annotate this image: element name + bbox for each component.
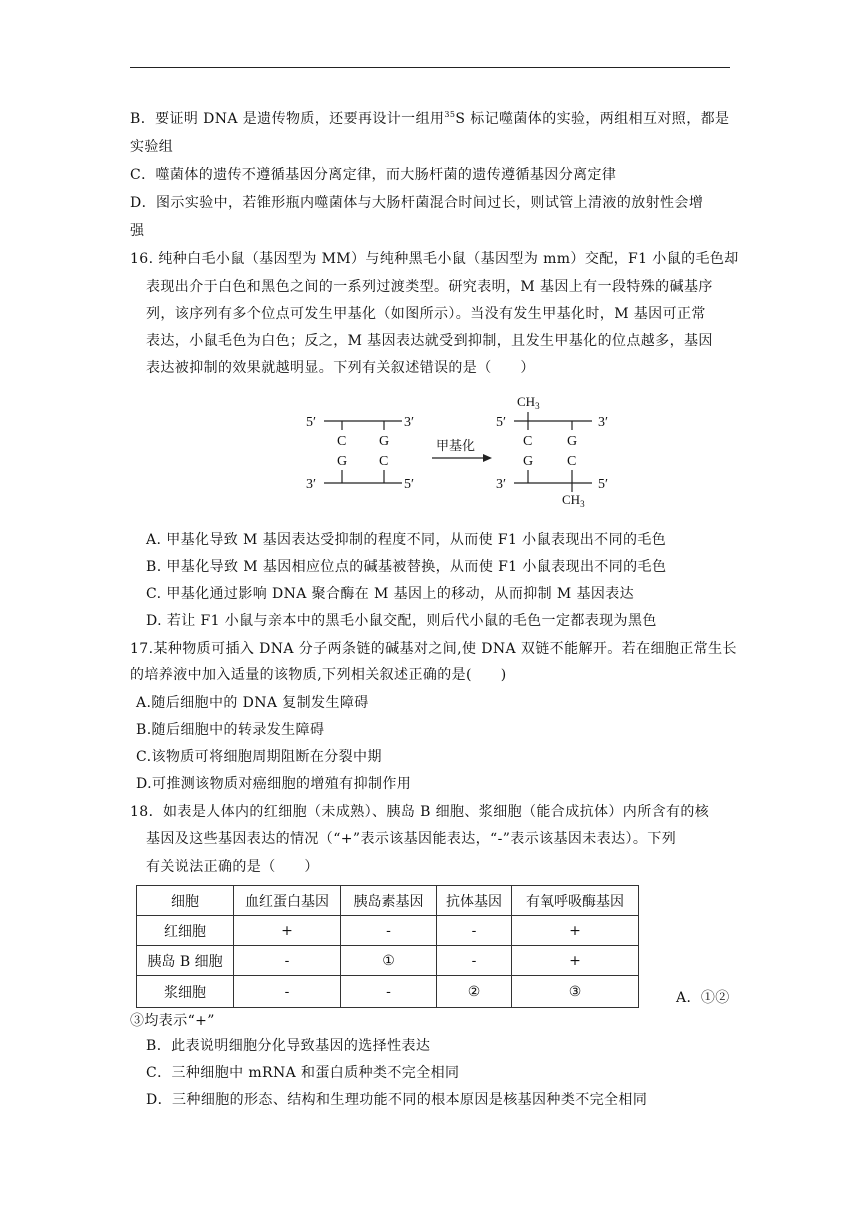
- q18-option-b: B．此表说明细胞分化导致基因的选择性表达: [146, 1038, 431, 1054]
- right-base-g1: G: [523, 454, 534, 469]
- table-cell: -: [341, 916, 437, 946]
- right-bottom-3prime: 3′: [496, 477, 507, 492]
- right-top-5prime: 5′: [496, 415, 507, 430]
- left-base-g1: G: [337, 454, 348, 469]
- table-cell: -: [437, 916, 512, 946]
- q17-option-b: B.随后细胞中的转录发生障碍: [136, 722, 325, 738]
- table-header-cell: 胰岛素基因: [341, 886, 437, 916]
- table-cell: ③: [512, 976, 639, 1008]
- left-base-c2: C: [379, 454, 389, 469]
- table-cell: -: [234, 946, 341, 976]
- q16-stem-line5: 表达被抑制的效果就越明显。下列有关叙述错误的是（ ）: [146, 360, 535, 376]
- q18-stem-line2: 基因及这些基因表达的情况（“+”表示该基因能表达，“-”表示该基因未表达）。下列: [146, 831, 677, 847]
- left-bottom-5prime: 5′: [404, 477, 415, 492]
- left-top-5prime: 5′: [306, 415, 317, 430]
- q16-stem-line1: 16. 纯种白毛小鼠（基因型为 MM）与纯种黑毛小鼠（基因型为 mm）交配，F1 小鼠的毛色却: [130, 251, 739, 267]
- q17-option-c: C.该物质可将细胞周期阻断在分裂中期: [136, 749, 382, 765]
- right-top-3prime: 3′: [598, 415, 609, 430]
- q16-option-c: C. 甲基化通过影响 DNA 聚合酶在 M 基因上的移动，从而抑制 M 基因表达: [146, 586, 635, 602]
- table-row: [137, 916, 639, 946]
- q16-stem-line2: 表现出介于白色和黑色之间的一系列过渡类型。研究表明，M 基因上有一段特殊的碱基序: [146, 279, 713, 295]
- q15-option-b-line1: B．要证明 DNA 是遗传物质，还要再设计一组用$^{35}$S 标记噬菌体的实验，两组相互对照，都是: [130, 110, 730, 127]
- q15-option-b-line2: 实验组: [130, 139, 174, 155]
- table-cell: +: [234, 916, 341, 946]
- q15-option-c: C．噬菌体的遗传不遵循基因分离定律，而大肠杆菌的遗传遵循基因分离定律: [130, 167, 617, 183]
- q16-stem-line4: 表达，小鼠毛色为白色；反之，M 基因表达就受到抑制，且发生甲基化的位点越多，基因: [146, 333, 713, 349]
- q17-stem-line1: 17.某种物质可插入 DNA 分子两条链的碱基对之间,使 DNA 双链不能解开。若在细胞正常生长: [130, 641, 737, 657]
- table-header-row: [137, 886, 639, 916]
- table-header-cell: 抗体基因: [437, 886, 512, 916]
- q17-stem-line2: 的培养液中加入适量的该物质,下列相关叙述正确的是( ): [130, 667, 507, 683]
- arrow-label: 甲基化: [436, 438, 476, 453]
- right-base-c2: C: [567, 454, 577, 469]
- q17-option-d: D.可推测该物质对癌细胞的增殖有抑制作用: [136, 776, 412, 792]
- q18-option-a-part1: A．①②: [676, 990, 730, 1006]
- table-row: [137, 976, 639, 1008]
- q18-stem-line3: 有关说法正确的是（ ）: [146, 859, 319, 875]
- header-rule: [130, 67, 730, 68]
- q18-option-a-part2: ③均表示“+”: [130, 1013, 215, 1029]
- q16-stem-line3: 列，该序列有多个位点可发生甲基化（如图所示）。当没有发生甲基化时，M 基因可正常: [146, 306, 706, 322]
- right-bottom-5prime: 5′: [598, 477, 609, 492]
- table-header-cell: 有氧呼吸酶基因: [512, 886, 639, 916]
- table-header-cell: 血红蛋白基因: [234, 886, 341, 916]
- q18-option-d: D．三种细胞的形态、结构和生理功能不同的根本原因是核基因种类不完全相同: [146, 1092, 648, 1108]
- left-top-3prime: 3′: [404, 415, 415, 430]
- q16-option-a: A. 甲基化导致 M 基因表达受抑制的程度不同，从而使 F1 小鼠表现出不同的毛色: [146, 532, 667, 548]
- table-cell: ①: [341, 946, 437, 976]
- q15-option-d-line2: 强: [130, 223, 145, 239]
- table-cell: ②: [437, 976, 512, 1008]
- q16-option-b: B. 甲基化导致 M 基因相应位点的碱基被替换，从而使 F1 小鼠表现出不同的毛色: [146, 559, 667, 575]
- right-base-g2: G: [567, 434, 578, 449]
- q17-option-a: A.随后细胞中的 DNA 复制发生障碍: [136, 695, 369, 711]
- table-cell: -: [341, 976, 437, 1008]
- right-base-c1: C: [523, 434, 533, 449]
- left-base-g2: G: [379, 434, 390, 449]
- methylation-diagram: [300, 388, 620, 516]
- table-header-cell: 细胞: [137, 886, 234, 916]
- table-row: [137, 946, 639, 976]
- left-bottom-3prime: 3′: [306, 477, 317, 492]
- q16-option-d: D. 若让 F1 小鼠与亲本中的黑毛小鼠交配，则后代小鼠的毛色一定都表现为黑色: [146, 613, 657, 629]
- table-cell: 浆细胞: [137, 976, 234, 1008]
- table-cell: +: [512, 916, 639, 946]
- table-cell: 红细胞: [137, 916, 234, 946]
- left-base-c1: C: [337, 434, 347, 449]
- q18-stem-line1: 18．如表是人体内的红细胞（未成熟）、胰岛 B 细胞、浆细胞（能合成抗体）内所含有的核: [130, 804, 710, 820]
- table-cell: 胰岛 B 细胞: [137, 946, 234, 976]
- table-cell: -: [234, 976, 341, 1008]
- table-cell: -: [437, 946, 512, 976]
- methyl-bottom: $CH_3$: [562, 492, 585, 509]
- methyl-top: $CH_3$: [517, 394, 540, 411]
- q15-option-d-line1: D．图示实验中，若锥形瓶内噬菌体与大肠杆菌混合时间过长，则试管上清液的放射性会增: [130, 195, 704, 211]
- gene-expression-table: [136, 885, 639, 1008]
- q18-option-c: C．三种细胞中 mRNA 和蛋白质种类不完全相同: [146, 1065, 460, 1081]
- table-cell: +: [512, 946, 639, 976]
